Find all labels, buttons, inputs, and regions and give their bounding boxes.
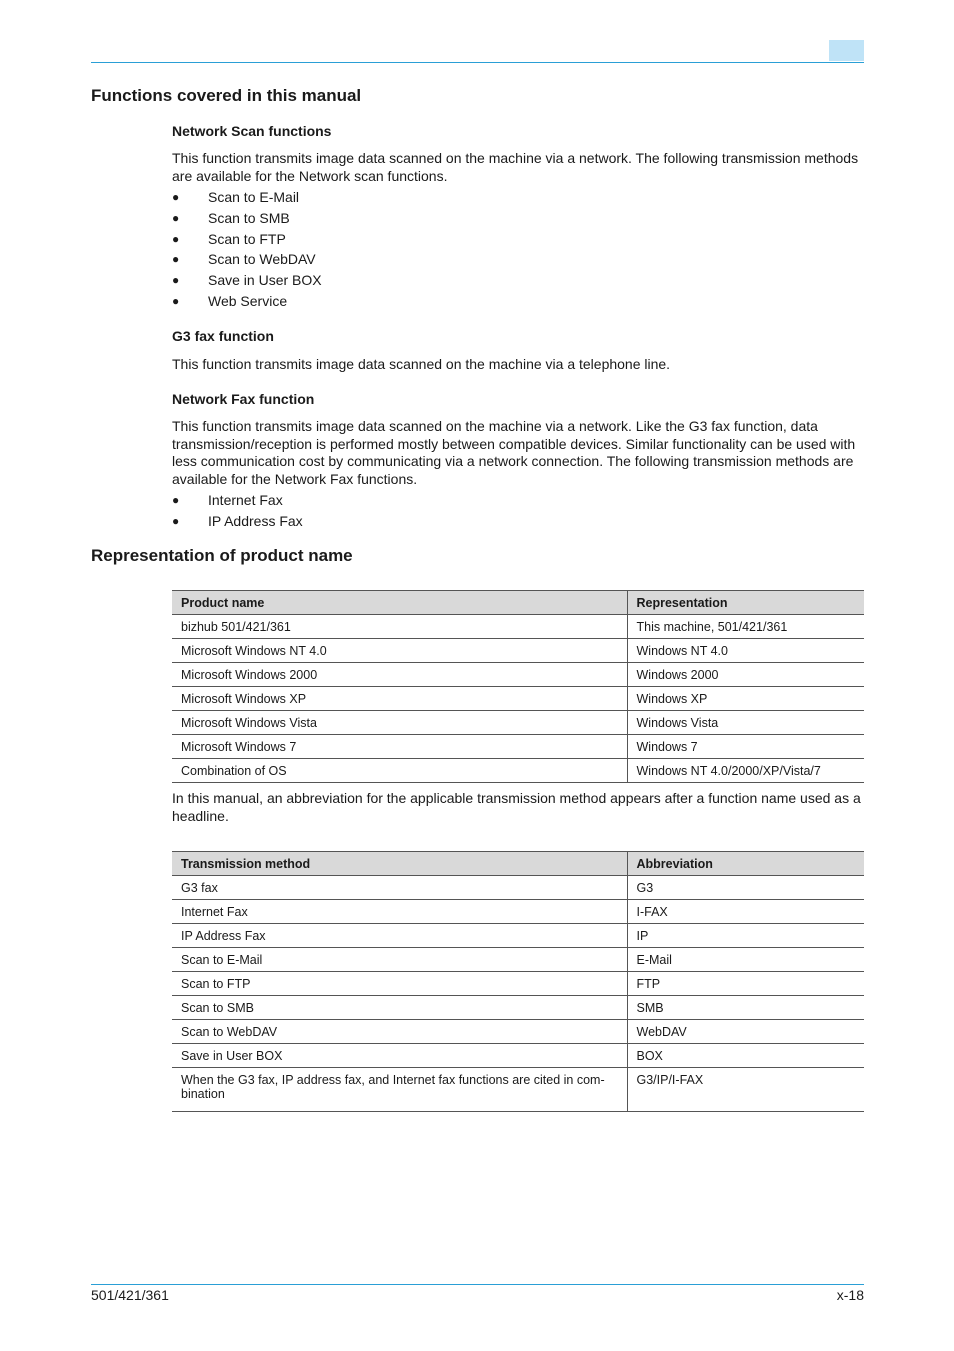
table-cell: G3/IP/I-FAX (627, 1068, 864, 1112)
table-row (172, 924, 864, 948)
table-cell: Windows 2000 (627, 663, 864, 687)
list-item: ● Web Service (172, 291, 322, 312)
table-cell: G3 (627, 876, 864, 900)
heading-g3-fax: G3 fax function (172, 328, 274, 344)
table-row (172, 996, 864, 1020)
table-cell: bizhub 501/421/361 (172, 615, 627, 639)
table-cell: Scan to SMB (172, 996, 627, 1020)
table-cell: Windows NT 4.0 (627, 639, 864, 663)
bullet-icon: ● (172, 493, 180, 507)
table-row (172, 1044, 864, 1068)
network-fax-description: This function transmits image data scanned on the machine via a network. Like the G3 fax function, data transmission/reception is performed mostly between compatible devices. Similar functionality can be used with less communication cost by communicating via a network connection. The following transmission methods are available for the Network Fax functions. (172, 418, 856, 487)
table-cell: FTP (627, 972, 864, 996)
column-header: Product name (172, 591, 627, 615)
bullet-icon: ● (172, 210, 180, 225)
heading-network-scan: Network Scan functions (172, 123, 332, 139)
list-item: ● Scan to SMB (172, 208, 322, 229)
table-cell: Save in User BOX (172, 1044, 627, 1068)
heading-network-fax: Network Fax function (172, 391, 315, 407)
table-row (172, 876, 864, 900)
table-cell: G3 fax (172, 876, 627, 900)
table-row (172, 972, 864, 996)
column-header: Transmission method (172, 852, 627, 876)
table-cell: E-Mail (627, 948, 864, 972)
table-row (172, 948, 864, 972)
bullet-icon: ● (172, 252, 180, 267)
header-rule (91, 62, 864, 63)
network-scan-list (172, 187, 322, 312)
transmission-method-table (172, 851, 864, 1112)
table-header-row (172, 591, 864, 615)
table-cell: IP (627, 924, 864, 948)
table-cell: Scan to E-Mail (172, 948, 627, 972)
list-item: ● Internet Fax (172, 490, 303, 511)
chapter-tab-marker (829, 40, 864, 61)
table-cell: Microsoft Windows 2000 (172, 663, 627, 687)
table-cell: IP Address Fax (172, 924, 627, 948)
table-cell: SMB (627, 996, 864, 1020)
list-item: ● Save in User BOX (172, 270, 322, 291)
bullet-icon: ● (172, 190, 180, 204)
table-cell: Internet Fax (172, 900, 627, 924)
table-cell: Microsoft Windows 7 (172, 735, 627, 759)
table-cell: This machine, 501/421/361 (627, 615, 864, 639)
table-cell: WebDAV (627, 1020, 864, 1044)
page-number: x-18 (836, 1287, 864, 1303)
column-header: Abbreviation (627, 852, 864, 876)
list-item: ● Scan to WebDAV (172, 249, 322, 270)
bullet-icon: ● (172, 513, 180, 528)
section-title-product-name: Representation of product name (91, 546, 353, 565)
table-cell: Windows NT 4.0/2000/XP/Vista/7 (627, 759, 864, 783)
g3-fax-description: This function transmits image data scanned on the machine via a telephone line. (172, 356, 671, 372)
table-row (172, 759, 864, 783)
list-item: ● Scan to FTP (172, 229, 322, 250)
column-header: Representation (627, 591, 864, 615)
table-header-row (172, 852, 864, 876)
table-cell: I-FAX (627, 900, 864, 924)
table-row (172, 687, 864, 711)
table-cell: When the G3 fax, IP address fax, and Internet fax functions are cited in com-bination (172, 1068, 627, 1112)
table-row (172, 1068, 864, 1112)
footer-rule (91, 1284, 864, 1285)
table-row (172, 663, 864, 687)
table-row (172, 900, 864, 924)
network-scan-description: This function transmits image data scanned on the machine via a network. The following transmission methods are available for the Network scan functions. (172, 150, 859, 184)
bullet-icon: ● (172, 293, 180, 308)
bullet-icon: ● (172, 231, 180, 246)
network-fax-list (172, 490, 303, 532)
table-cell: Scan to WebDAV (172, 1020, 627, 1044)
table-cell: Microsoft Windows Vista (172, 711, 627, 735)
table-row (172, 1020, 864, 1044)
table-cell: Windows 7 (627, 735, 864, 759)
list-item: ● IP Address Fax (172, 511, 303, 532)
footer-model: 501/421/361 (91, 1287, 169, 1303)
table-row (172, 615, 864, 639)
table-row (172, 735, 864, 759)
table-cell: Scan to FTP (172, 972, 627, 996)
product-name-table (172, 590, 864, 783)
section-title-functions: Functions covered in this manual (91, 86, 362, 105)
table-cell: Microsoft Windows NT 4.0 (172, 639, 627, 663)
table-row (172, 711, 864, 735)
bullet-icon: ● (172, 273, 180, 288)
abbreviation-note: In this manual, an abbreviation for the applicable transmission method appears after a function name used as a headline. (172, 790, 861, 824)
table-cell: Windows Vista (627, 711, 864, 735)
table-cell: BOX (627, 1044, 864, 1068)
table-cell: Combination of OS (172, 759, 627, 783)
table-row (172, 639, 864, 663)
table-cell: Microsoft Windows XP (172, 687, 627, 711)
table-cell: Windows XP (627, 687, 864, 711)
list-item: ● Scan to E-Mail (172, 187, 322, 208)
